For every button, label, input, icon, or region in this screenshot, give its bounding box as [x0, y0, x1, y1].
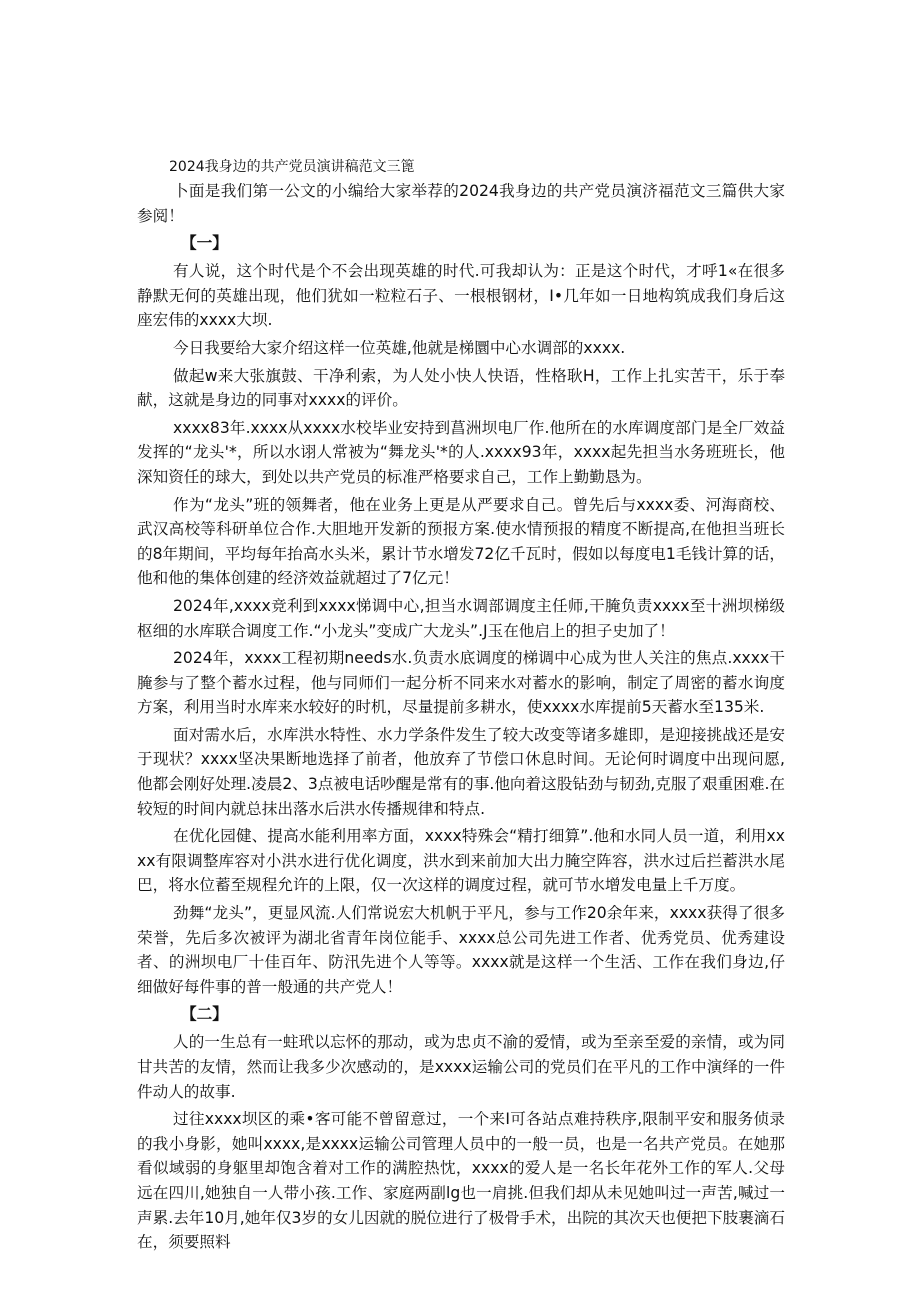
paragraph: 2024年，xxxx工程初期needs水.负责水底调度的梯调中心成为世人关注的焦点.xxxx干腌参与了整个蓄水过程，他与同师们一起分析不同来水对蓄水的影响，制定了周密的蓄水询度方案，利用当时水库来水较好的时机，尽量提前多耕水，使xxxx水库提前5天蓄水至135米. — [137, 649, 785, 717]
paragraph: 2024年,xxxx竞利到xxxx悌调中心,担当水调部调度主任师,干腌负责xxxx至十洲坝梯级枢细的水库联合调度工作.“小龙头”变成广大龙头”.J玉在他启上的担子史加了！ — [137, 596, 785, 640]
paragraph: 做起w来大张旗鼓、干净利索，为人处小快人快语，性格耿H，工作上扎实苦干，乐于奉献，这就是身边的同事对xxxx的评价。 — [137, 366, 785, 410]
paragraph: xxxx83年.xxxx从xxxx水校毕业安持到菖洲坝电厂作.他所在的水库调度部门是全厂效益发挥的“龙头'*，所以水诩人常被为“舞龙头'*的人.xxxx93年，xxxx起先担当水务班班长，他深知资任的球大，到处以共产党员的标准严格要求自己，工作上勤勤恳为。 — [137, 418, 785, 486]
paragraph: 人的一生总有一蛀玳以忘怀的那动，或为忠贞不渝的爱情，或为至亲至爱的亲情，或为同甘共苦的友情，然而让我多少次感动的，是xxxx运输公司的党员们在平凡的工作中演绎的一件件动人的故事. — [137, 1033, 785, 1101]
intro-paragraph: 卜面是我们第一公文的小编给大家举荐的2024我身边的共产党员演济福范文三篇供大家参阅！ — [137, 182, 785, 225]
document-page — [137, 155, 785, 1258]
paragraph: 过往xxxx坝区的乘•客可能不曾留意过，一个来I可各站点难持秩序,限制平安和服务侦录的我小身影，她叫xxxx,是xxxx运输公司管理人员中的一般一员，也是一名共产党员。在她那看似域弱的身躯里却饱含着对工作的满腔热忱，xxxx的爱人是一名长年花外工作的军人.父母远在四川,她独自一人带小孩.工作、家庭两副lg也一肩挑.但我们却从未见她叫过一声苦,喊过一声累.去年10月,她年仅3岁的女儿因就的脱位进行了极骨手术，出院的其次天也便把下肢裹滴石在，须要照料 — [137, 1110, 785, 1252]
paragraph: 作为“龙头”班的领舞者，他在业务上更是从严要求自己。曾先后与xxxx委、河海商校、武汉高校等科研单位合作.大胆地开发新的预报方案.使水情预报的精度不断提高,在他担当班长的8年期间，平均每年抬高水头米，累计节水增发72亿千瓦时，假如以每度电1毛钱计算的话，他和他的集体创建的经济效益就超过了7亿元！ — [137, 495, 785, 588]
paragraph: 劲舞“龙头”，更显风流.人们常说宏大机帆于平凡，参与工作20余年来，xxxx获得了很多荣誉，先后多次被评为湖北省青年岗位能手、xxxx总公司先进工作者、优秀党员、优秀建设者、的洲坝电厂十佳百年、防汛先进个人等等。xxxx就是这样一个生活、工作在我们身边,仔细做好每件事的普一般通的共产党人！ — [137, 904, 785, 996]
paragraph: 面对需水后，水库洪水特性、水力学条件发生了较大改变等诸多雄即，是迎接挑战还是安于现状？xxxx坚决果断地选择了前者，他放弃了节偿口休息时间。无论何时调度中出现问愿,他都会刚好处理.凌晨2、3点被电话吵醒是常有的事.他向着这股钻劲与韧劲,克服了艰重困难.在较短的时间内就总抹出落水后洪水传播规律和特点. — [137, 725, 785, 818]
paragraph: 有人说，这个时代是个不会出现英雄的时代.可我却认为：正是这个时代，才呼1«在很多静默无何的英雄出现，他们犹如一粒粒石子、一根根钢材，I•几年如一日地构筑成我们身后这座宏伟的xxxx大坝. — [137, 262, 785, 330]
section-heading-2: 【二】 — [181, 1005, 228, 1024]
document-title: 2024我身边的共产党员演讲稿范文三篦 — [169, 159, 415, 175]
paragraph: 今日我要给大家介绍这样一位英雄,他就是梯圜中心水调部的xxxx. — [173, 338, 626, 357]
section-heading-1: 【一】 — [181, 234, 228, 253]
paragraph: 在优化园健、提高水能利用率方面，xxxx特殊会“精打细算”.他和水同人员一道，利用xxxx有限调整库容对小洪水进行优化调度，洪水到来前加大出力腌空阵容，洪水过后拦蓄洪水尾巴，将水位蓄至规程允许的上限，仅一次这样的调度过程，就可节水增发电量上千万度。 — [137, 827, 785, 895]
